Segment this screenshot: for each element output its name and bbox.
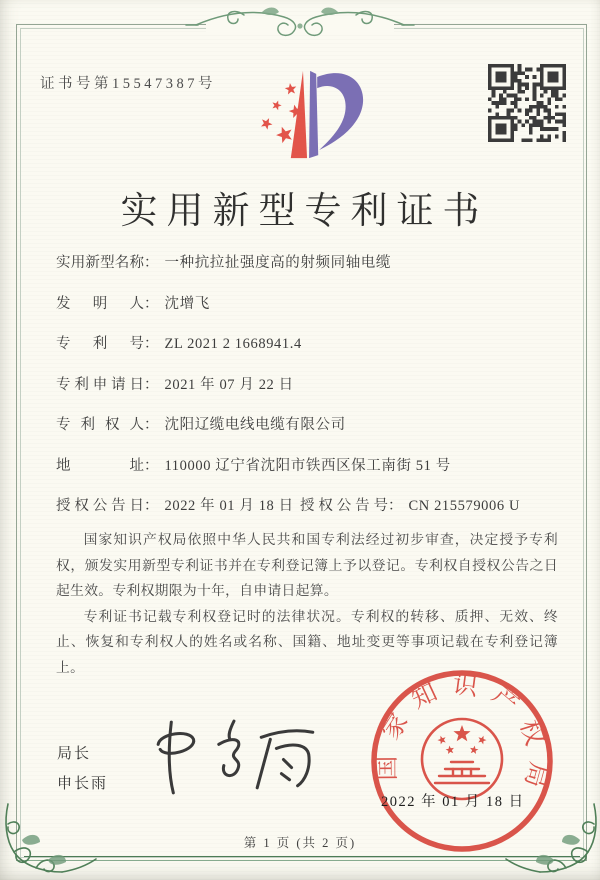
- handwritten-signature-icon: [148, 710, 330, 806]
- field-application-date: [56, 373, 564, 393]
- field-inventor: [56, 292, 564, 312]
- field-label: 专利申请日: [56, 376, 144, 393]
- field-colon: ：: [144, 255, 159, 271]
- qr-code: [488, 64, 566, 142]
- field-utility-model-name: [56, 251, 564, 271]
- certificate-title: 实用新型专利证书: [120, 191, 489, 232]
- director-name: 申长雨: [57, 776, 109, 792]
- field-label: 授权公告日: [56, 498, 144, 514]
- field-colon: ：: [144, 376, 159, 393]
- field-value: 沈阳辽缆电线电缆有限公司: [164, 417, 346, 433]
- field-colon: ：: [144, 457, 159, 474]
- field-address: [56, 454, 564, 474]
- field-patent-number: [56, 332, 564, 352]
- national-emblem: [422, 719, 502, 799]
- page-number: 第 1 页 (共 2 页): [243, 836, 357, 850]
- field-grant-date-and-number: [56, 494, 564, 514]
- seal-ring-text: 国家知识产权局: [373, 671, 552, 803]
- field-colon: ：: [144, 295, 159, 312]
- field-colon: ：: [144, 336, 159, 352]
- top-flourish-ornament: [184, 4, 416, 44]
- field-value: 2022 年 01 月 18 日: [164, 498, 294, 514]
- legal-paragraph-1: 国家知识产权局依照中华人民共和国专利法经过初步审查，决定授予专利权，颁发实用新型专利证书并在专利登记簿上予以登记。专利权自授权公告之日起生效。专利权期限为十年，自申请日起算。: [56, 532, 558, 598]
- field-colon: ：: [144, 498, 159, 514]
- field-colon: ：: [144, 417, 159, 433]
- cnipa-logo-icon: [238, 60, 370, 168]
- bottom-rule: [24, 856, 580, 861]
- field-value: 沈增飞: [164, 295, 210, 312]
- field-label: 地址: [56, 457, 144, 474]
- field-label: 专利号: [56, 336, 144, 352]
- field-label: 发明人: [56, 295, 144, 312]
- field-value: ZL 2021 2 1668941.4: [164, 336, 302, 352]
- seal-date: 2022 年 01 月 18 日: [381, 794, 525, 810]
- director-title: 局长: [57, 746, 92, 762]
- field-grant-number: [300, 494, 520, 515]
- signoff-block: [57, 739, 108, 799]
- field-label: 专利权人: [56, 417, 144, 433]
- field-colon: ：: [388, 498, 403, 514]
- legal-text: [56, 527, 558, 680]
- field-value: 一种抗拉扯强度高的射频同轴电缆: [164, 255, 391, 271]
- field-label: 实用新型名称: [56, 255, 144, 271]
- bottom-left-flourish-ornament: [2, 802, 98, 878]
- field-label: 授权公告号: [300, 498, 388, 514]
- field-value: 110000 辽宁省沈阳市铁西区保工南街 51 号: [164, 457, 451, 474]
- field-value: CN 215579006 U: [408, 498, 521, 514]
- certificate-number: 证书号第15547387号: [40, 76, 216, 92]
- certificate-fields: [56, 251, 564, 535]
- bottom-right-flourish-ornament: [504, 802, 600, 878]
- field-patentee: [56, 413, 564, 433]
- field-value: 2021 年 07 月 22 日: [164, 376, 294, 393]
- legal-paragraph-2: 专利证书记载专利权登记时的法律状况。专利权的转移、质押、无效、终止、恢复和专利权人的姓名或名称、国籍、地址变更等事项记载在专利登记簿上。: [56, 608, 558, 675]
